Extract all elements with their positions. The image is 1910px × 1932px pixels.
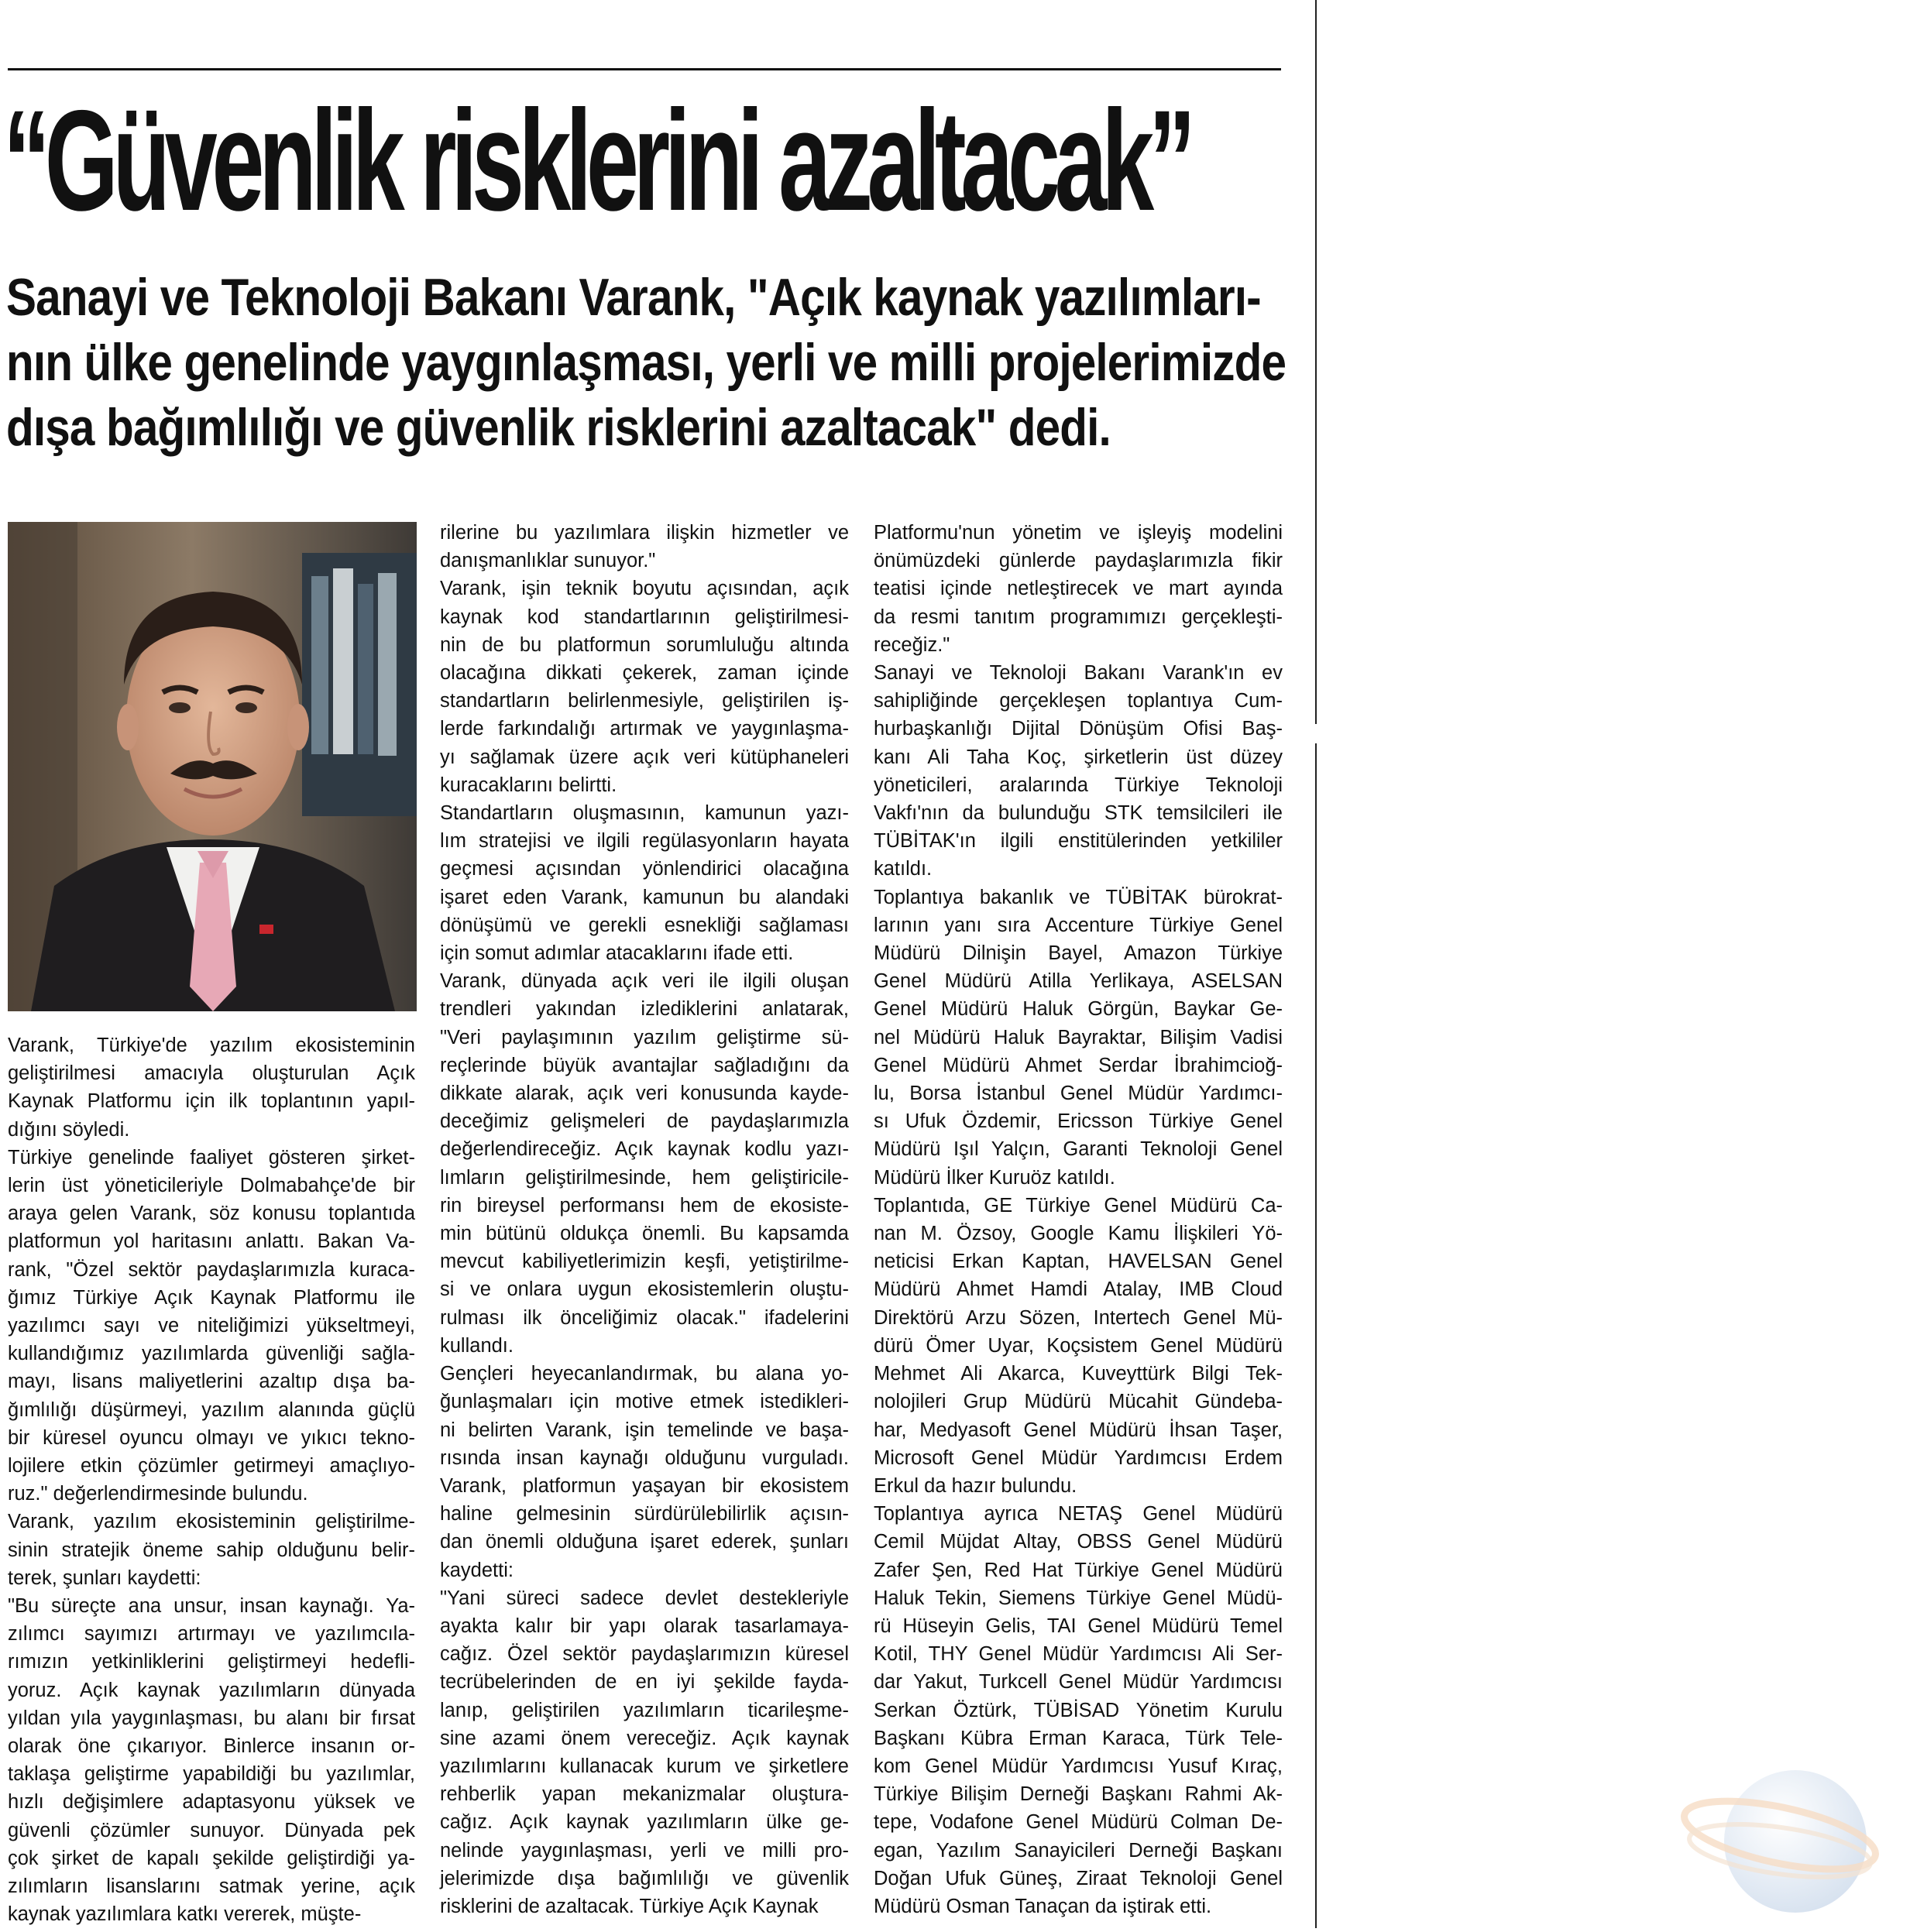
article-line: yoruz. Açık kaynak yazılımların dünyada — [8, 1679, 415, 1701]
article-line: Vakfı'nın da bulunduğu STK temsilcileri ile — [874, 802, 1283, 825]
article-line: olarak öne çıkarıyor. Binlerce insanın or- — [8, 1735, 415, 1758]
article-line: egan, Yazılım Sanayicileri Derneği Başkanı — [874, 1839, 1283, 1862]
article-line: Standartların oluşmasının, kamunun yazı- — [440, 802, 849, 825]
article-line: kuracaklarını belirtti. — [440, 774, 617, 796]
article-line: araya gelen Varank, söz konusu toplantıda — [8, 1203, 415, 1225]
article-line: rehberlik yapan mekanizmalar oluştura- — [440, 1783, 849, 1806]
article-line: Erkul da hazır bulundu. — [874, 1474, 1077, 1497]
article-line: Cemil Müjdat Altay, OBSS Genel Müdürü — [874, 1531, 1283, 1553]
article-line: katıldı. — [874, 858, 933, 880]
article-line: trendleri yakından izlediklerini anlatarak, — [440, 998, 849, 1021]
article-line: larının yanı sıra Accenture Türkiye Genel — [874, 914, 1283, 936]
article-line: deceğimiz gelişmeleri de paydaşlarımızla — [440, 1110, 849, 1133]
article-line: Varank, dünyada açık veri ile ilgili oluşan — [440, 970, 849, 993]
article-line: cağız. Özel sektör paydaşlarımızın küresel — [440, 1643, 849, 1666]
article-line: tepe, Vodafone Genel Müdürü Colman De- — [874, 1811, 1283, 1834]
article-line: nel Müdürü Haluk Bayraktar, Bilişim Vadisi — [874, 1026, 1283, 1048]
article-line: yazılımcı sayı ve niteliğimizi yükseltmeyi, — [8, 1315, 415, 1337]
article-line: Genel Müdürü Ahmet Serdar İbrahimcioğ- — [874, 1054, 1283, 1076]
article-line: si ve onlara uygun ekosistemlerin oluştu- — [440, 1278, 849, 1301]
article-line: sı Ufuk Özdemir, Ericsson Türkiye Genel — [874, 1110, 1283, 1133]
article-line: TÜBİTAK'ın ilgili enstitülerinden yetkililer — [874, 830, 1283, 853]
article-line: sine azami önem vereceğiz. Açık kaynak — [440, 1727, 849, 1749]
article-line: geçmesi açısından yönlendirici olacağına — [440, 858, 849, 880]
article-line: Toplantıda, GE Türkiye Genel Müdürü Ca- — [874, 1194, 1283, 1217]
article-line: mevcut kabiliyetlerimizin keşfi, yetiştirilme- — [440, 1251, 849, 1273]
article-line: kaydetti: — [440, 1559, 514, 1581]
article-line: için somut adımlar atacaklarını ifade etti. — [440, 942, 794, 965]
article-line: rank, "Özel sektör paydaşlarımızla kuraca- — [8, 1258, 415, 1281]
article-line: olacağına dikkati çekerek, zaman içinde — [440, 662, 849, 685]
article-line: da resmi tanıtım programımızı gerçekleşti- — [874, 606, 1283, 628]
article-line: kullandı. — [440, 1334, 514, 1357]
article-line: Türkiye genelinde faaliyet gösteren şirket- — [8, 1146, 415, 1168]
column-divider-upper — [1315, 0, 1317, 724]
article-line: standartların belirlenmesiyle, geliştirilen iş- — [440, 690, 849, 712]
article-line: geliştirilmesi amacıyla oluşturulan Açık — [8, 1062, 415, 1085]
article-line: zılımcı sayımızı artırmayı ve yazılımcıla- — [8, 1623, 415, 1645]
column-divider-lower — [1315, 743, 1317, 1928]
article-line: Kaynak Platformu için ilk toplantının yapıl- — [8, 1090, 415, 1113]
article-line: güvenli çözümler sunuyor. Dünyada pek — [8, 1819, 415, 1841]
article-line: rin bireysel performansı hem de ekosiste- — [440, 1194, 849, 1217]
article-line: dar Yakut, Turkcell Genel Müdür Yardımcısı — [874, 1671, 1283, 1694]
article-line: lımların geliştirilmesinde, hem geliştiricile- — [440, 1166, 849, 1189]
article-line: platformun yol haritasını anlattı. Bakan Va- — [8, 1230, 415, 1253]
article-line: receğiz." — [874, 633, 950, 656]
article-line: Varank, platformun yaşayan bir ekosistem — [440, 1474, 849, 1497]
article-line: lu, Borsa İstanbul Genel Müdür Yardımcı- — [874, 1083, 1283, 1105]
article-line: rımızın yetkinliklerini geliştirmeyi hedefli- — [8, 1651, 415, 1673]
article-line: hızlı değişimlere adaptasyonu yüksek ve — [8, 1791, 415, 1814]
article-line: Platformu'nun yönetim ve işleyiş modelini — [874, 522, 1283, 544]
article-line: nelinde yaygınlaşması, yerli ve milli pro- — [440, 1839, 849, 1862]
article-line: danışmanlıklar sunuyor." — [440, 550, 656, 572]
article-line: Varank, Türkiye'de yazılım ekosisteminin — [8, 1035, 415, 1056]
globe-watermark-icon — [1679, 1742, 1881, 1928]
article-line: zılımların lisanslarını satmak yerine, açık — [8, 1875, 415, 1898]
article-line: rısında insan kaynağı olduğunu vurguladı. — [440, 1446, 849, 1469]
article-line: Microsoft Genel Müdür Yardımcısı Erdem — [874, 1446, 1283, 1469]
top-rule — [8, 68, 1281, 70]
article-line: önümüzdeki günlerde paydaşlarımızla fikir — [874, 550, 1283, 572]
article-line: Sanayi ve Teknoloji Bakanı Varank'ın ev — [874, 662, 1283, 685]
article-line: ğunlaşmaları için motive etmek istedikleri- — [440, 1391, 849, 1413]
article-line: lanıp, geliştirilen yazılımların ticarileşme- — [440, 1699, 849, 1721]
article-line: Toplantıya ayrıca NETAŞ Genel Müdürü — [874, 1503, 1283, 1525]
subheadline-line: Sanayi ve Teknoloji Bakanı Varank, "Açık kaynak yazılımları- — [6, 268, 1261, 327]
article-line: "Veri paylaşımının yazılım geliştirme sü- — [440, 1026, 849, 1048]
subheadline-line: nın ülke genelinde yaygınlaşması, yerli ve milli projelerimizde — [6, 333, 1287, 392]
article-line: Toplantıya bakanlık ve TÜBİTAK bürokrat- — [874, 886, 1283, 908]
article-line: ni belirten Varank, işin temelinde ve başa- — [440, 1419, 849, 1441]
article-line: nan M. Özsoy, Google Kamu İlişkileri Yö- — [874, 1223, 1283, 1245]
article-line: Serkan Öztürk, TÜBİSAD Yönetim Kurulu — [874, 1699, 1283, 1721]
article-line: taklaşa geliştirme yapabildiği bu yazılımlar, — [8, 1763, 415, 1786]
article-line: yöneticileri, aralarında Türkiye Teknoloji — [874, 774, 1283, 796]
article-line: Türkiye Bilişim Derneği Başkanı Rahmi Ak- — [874, 1783, 1283, 1806]
article-line: "Bu süreçte ana unsur, insan kaynağı. Ya- — [8, 1595, 415, 1618]
article-line: haline gelmesinin sürdürülebilirlik açısın- — [440, 1503, 849, 1525]
article-line: Haluk Tekin, Siemens Türkiye Genel Müdü- — [874, 1587, 1283, 1609]
subheadline — [6, 265, 1292, 460]
article-line: Kotil, THY Genel Müdür Yardımcısı Ali Ser- — [874, 1643, 1283, 1666]
article-line: lım stratejisi ve ilgili regülasyonların hayata — [440, 830, 849, 853]
article-line: min bütünü oldukça önemli. Bu kapsamda — [440, 1223, 849, 1245]
article-line: yıldan yıla yaygınlaşması, bu alanı bir fırsat — [8, 1707, 415, 1729]
article-line: dan önemli olduğuna işaret ederek, şunları — [440, 1531, 849, 1553]
article-line: ğımlılığı düşürmeyi, yazılım alanında güçlü — [8, 1398, 415, 1421]
article-line: ğımız Türkiye Açık Kaynak Platformu ile — [8, 1286, 415, 1309]
article-line: lerin üst yöneticileriyle Dolmabahçe'de bir — [8, 1175, 415, 1197]
headline: “Güvenlik risklerini azaltacak” — [3, 81, 1190, 241]
article-line: dığını söyledi. — [8, 1118, 130, 1141]
article-line: işaret eden Varank, kamunun bu alandaki — [440, 886, 849, 908]
article-line: nin de bu platformun sorumluluğu altında — [440, 633, 849, 656]
article-line: Genel Müdürü Atilla Yerlikaya, ASELSAN — [874, 970, 1283, 993]
article-line: rü Hüseyin Gelis, TAI Genel Müdürü Temel — [874, 1615, 1283, 1637]
article-column-3 — [874, 519, 1283, 1920]
article-line: tecrübelerinden de en iyi şekilde fayda- — [440, 1671, 849, 1694]
article-column-2 — [440, 519, 849, 1920]
article-line: lerde farkındalığı artırmak ve yaygınlaşma- — [440, 718, 849, 740]
article-line: Müdürü Dilnişin Bayel, Amazon Türkiye — [874, 942, 1283, 965]
article-line: kaynak yazılımlara katkı vererek, müşte- — [8, 1903, 362, 1926]
article-line: kom Genel Müdür Yardımcısı Yusuf Kıraç, — [874, 1755, 1283, 1777]
article-line: nolojileri Grup Müdürü Mücahit Gündeba- — [874, 1391, 1283, 1413]
article-line: Zafer Şen, Red Hat Türkiye Genel Müdürü — [874, 1559, 1283, 1581]
article-line: Başkanı Kübra Erman Karaca, Türk Tele- — [874, 1727, 1283, 1749]
article-column-1 — [8, 1031, 415, 1929]
article-line: ruz." değerlendirmesinde bulundu. — [8, 1483, 308, 1505]
subheadline-line: dışa bağımlılığı ve güvenlik risklerini azaltacak" dedi. — [6, 398, 1111, 457]
article-line: sinin stratejik öneme sahip olduğunu belir- — [8, 1539, 415, 1561]
article-line: yı sağlamak üzere açık veri kütüphaneleri — [440, 746, 849, 768]
article-line: Varank, yazılım ekosisteminin geliştirilme- — [8, 1511, 415, 1533]
article-line: sahipliğinde gerçekleşen toplantıya Cum- — [874, 690, 1283, 712]
article-line: "Yani süreci sadece devlet destekleriyle — [440, 1587, 849, 1609]
article-line: Müdürü Ahmet Hamdi Atalay, IMB Cloud — [874, 1278, 1283, 1301]
article-line: har, Medyasoft Genel Müdürü İhsan Taşer, — [874, 1419, 1283, 1441]
article-line: kanı Ali Taha Koç, şirketlerin üst düzey — [874, 746, 1283, 768]
article-line: ayakta kalır bir yapı olarak tasarlamaya- — [440, 1615, 849, 1637]
article-line: değerlendireceğiz. Açık kaynak kodlu yazı- — [440, 1138, 849, 1161]
article-line: risklerini de azaltacak. Türkiye Açık Kaynak — [440, 1895, 819, 1917]
article-line: Gençleri heyecanlandırmak, bu alana yo- — [440, 1363, 849, 1385]
article-line: yazılımlarını kullanacak kurum ve şirketlere — [440, 1755, 849, 1777]
article-line: dürü Ömer Uyar, Koçsistem Genel Müdürü — [874, 1334, 1283, 1357]
minister-portrait-photo — [8, 522, 417, 1011]
article-line: lojilere etkin çözümler getirmeyi amaçlıyo- — [8, 1455, 415, 1477]
article-line: dönüşümü ve gerekli esnekliği sağlaması — [440, 914, 849, 936]
article-line: Mehmet Ali Akarca, Kuveyttürk Bilgi Tek- — [874, 1363, 1283, 1385]
article-line: Genel Müdürü Haluk Görgün, Baykar Ge- — [874, 998, 1283, 1021]
article-line: rulması ilk önceliğimiz olacak." ifadelerini — [440, 1306, 849, 1329]
article-line: mayı, lisans maliyetlerini azaltıp dışa ba- — [8, 1371, 415, 1393]
article-line: kullandığımız yazılımlarda güvenliği sağla- — [8, 1343, 415, 1365]
article-line: Doğan Ufuk Güneş, Ziraat Teknoloji Genel — [874, 1867, 1283, 1889]
article-line: cağız. Açık kaynak yazılımların ülke ge- — [440, 1811, 849, 1834]
article-line: jelerimizde dışa bağımlılığı ve güvenlik — [440, 1867, 849, 1889]
article-line: terek, şunları kaydetti: — [8, 1567, 201, 1589]
article-line: dikkate alarak, açık veri konusunda kayde- — [440, 1083, 849, 1105]
article-line: hurbaşkanlığı Dijital Dönüşüm Ofisi Baş- — [874, 718, 1283, 740]
article-line: Direktörü Arzu Sözen, Intertech Genel Mü- — [874, 1306, 1283, 1329]
article-line: neticisi Erkan Kaptan, HAVELSAN Genel — [874, 1251, 1283, 1273]
article-line: reçlerinde büyük avantajlar sağladığını da — [440, 1054, 849, 1076]
article-line: Müdürü Işıl Yalçın, Garanti Teknoloji Genel — [874, 1138, 1283, 1161]
article-line: Varank, işin teknik boyutu açısından, açık — [440, 578, 849, 600]
article-line: Müdürü Osman Tanaçan da iştirak etti. — [874, 1895, 1212, 1917]
article-line: bir küresel oyuncu olmayı ve yıkıcı tekno- — [8, 1426, 415, 1449]
article-line: kaynak kod standartlarının geliştirilmesi- — [440, 606, 849, 628]
article-line: Müdürü İlker Kuruöz katıldı. — [874, 1166, 1115, 1189]
article-line: teatisi içinde netleştirecek ve mart ayında — [874, 578, 1283, 600]
article-line: rilerine bu yazılımlara ilişkin hizmetler ve — [440, 522, 849, 544]
article-line: çok şirket de kapalı şekilde geliştirdiği ya- — [8, 1847, 415, 1869]
